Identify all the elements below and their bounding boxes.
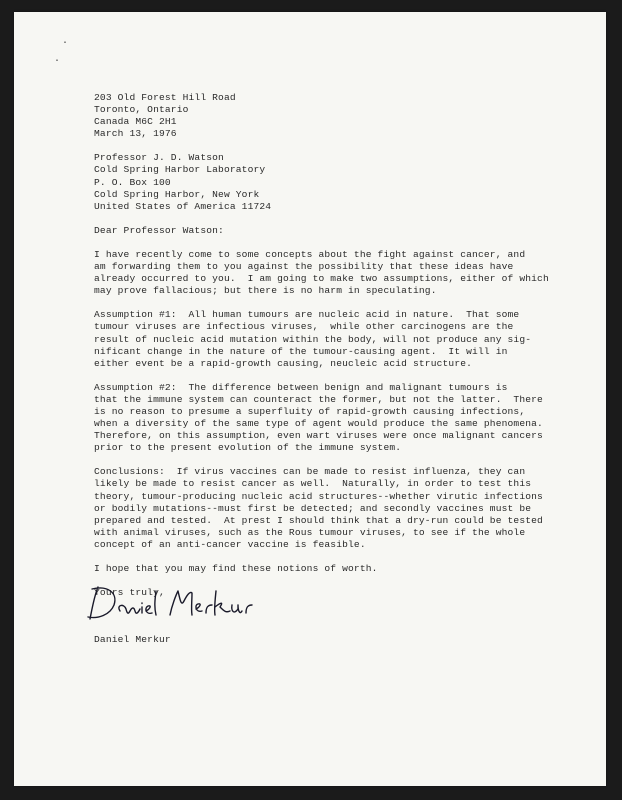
recipient-address-line: P. O. Box 100 — [94, 176, 171, 188]
paragraph-line: when a diversity of the same type of agent would produce the same phenomena. — [94, 418, 543, 430]
paragraph-line: may prove fallacious; but there is no harm in speculating. — [94, 285, 437, 297]
paragraph-line: prepared and tested. At prest I should think that a dry-run could be tested — [94, 514, 543, 526]
paragraph-line: already occurred to you. I am going to make two assumptions, either of which — [94, 273, 549, 285]
recipient-address-line: Cold Spring Harbor Laboratory — [94, 164, 266, 176]
paragraph-line: am forwarding them to you against the possibility that these ideas have — [94, 261, 514, 273]
paragraph-line: or bodily mutations--must first be detected; and secondly vaccines must be — [94, 502, 532, 514]
paragraph-conclusions — [94, 466, 564, 551]
recipient-address-line: Cold Spring Harbor, New York — [94, 188, 260, 200]
paragraph-intro — [94, 249, 564, 297]
sender-address-line: 203 Old Forest Hill Road — [94, 92, 236, 103]
paragraph-assumption-1 — [94, 309, 564, 369]
sender-address-line: Canada M6C 2H1 — [94, 116, 177, 128]
signature-name-text: Daniel Merkur — [94, 634, 171, 645]
paragraph-line: concept of an anti-cancer vaccine is feasible. — [94, 538, 366, 550]
paragraph-line: prior to the present evolution of the immune system. — [94, 442, 402, 454]
typed-signature-name — [94, 634, 171, 646]
letter-date: March 13, 1976 — [94, 128, 177, 140]
paragraph-line: either event be a rapid-growth causing, neucleic acid structure. — [94, 357, 473, 369]
paragraph-line: result of nucleic acid mutation within the body, will not produce any sig- — [94, 333, 532, 345]
paper-speck: · — [62, 38, 69, 49]
paragraph-line: is no reason to presume a superfluity of rapid-growth causing infections, — [94, 405, 526, 417]
paragraph-line: Assumption #1: All human tumours are nucleic acid in nature. That some — [94, 309, 520, 321]
salutation-text: Dear Professor Watson: — [94, 224, 224, 236]
recipient-address-line: Professor J. D. Watson — [94, 152, 224, 164]
paragraph-line: I hope that you may find these notions of worth. — [94, 563, 378, 574]
paragraph-assumption-2 — [94, 382, 564, 455]
letter-body — [94, 92, 564, 611]
paragraph-line: tumour viruses are infectious viruses, while other carcinogens are the — [94, 321, 514, 333]
paragraph-line: Therefore, on this assumption, even wart viruses were once malignant cancers — [94, 430, 543, 442]
paper-speck: · — [54, 56, 61, 67]
recipient-address — [94, 152, 564, 212]
paragraph-line: Conclusions: If virus vaccines can be made to resist influenza, they can — [94, 466, 526, 478]
letter-page — [14, 12, 606, 786]
paragraph-line: Assumption #2: The difference between benign and malignant tumours is — [94, 381, 508, 393]
paragraph-line: that the immune system can counteract the former, but not the latter. There — [94, 393, 543, 405]
closing-text: Yours truly, — [94, 587, 165, 599]
salutation — [94, 225, 564, 237]
recipient-address-line: United States of America 11724 — [94, 200, 272, 212]
paragraph-line: with animal viruses, such as the Rous tumour viruses, to see if the whole — [94, 526, 526, 538]
sender-address-line: Toronto, Ontario — [94, 104, 189, 116]
paragraph-line: nificant change in the nature of the tumour-causing agent. It will in — [94, 345, 508, 357]
paragraph-line: I have recently come to some concepts about the fight against cancer, and — [94, 248, 526, 260]
paragraph-line: theory, tumour-producing nucleic acid structures--whether virutic infections — [94, 490, 543, 502]
paragraph-line: likely be made to resist cancer as well. Naturally, in order to test this — [94, 478, 532, 490]
paragraph-closing-remark — [94, 563, 564, 575]
sender-address — [94, 92, 564, 140]
handwritten-signature — [84, 577, 284, 627]
